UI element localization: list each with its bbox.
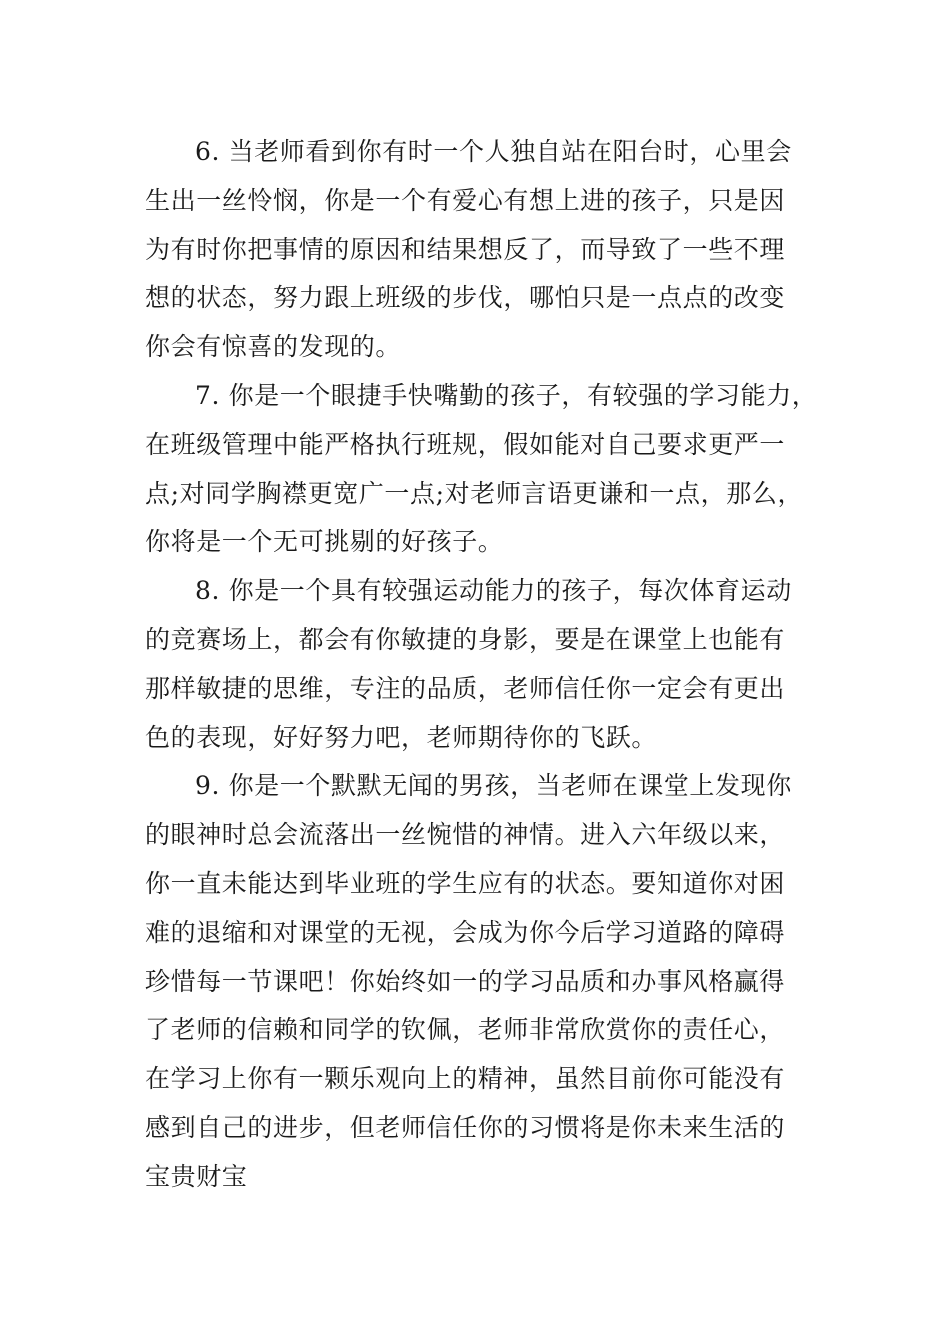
text-line: 为有时你把事情的原因和结果想反了，而导致了一些不理 <box>145 234 786 264</box>
text-line: 在学习上你有一颗乐观向上的精神，虽然目前你可能没有 <box>145 1064 786 1094</box>
text-line: 想的状态，努力跟上班级的步伐，哪怕只是一点点的改变 <box>145 283 786 313</box>
text-line: 的眼神时总会流落出一丝惋惜的神情。进入六年级以来， <box>145 820 786 850</box>
text-line: 珍惜每一节课吧！你始终如一的学习品质和办事风格赢得 <box>145 966 786 996</box>
text-line: 9. 你是一个默默无闻的男孩，当老师在课堂上发现你 <box>195 771 792 801</box>
paragraph-7 <box>145 372 830 567</box>
text-line: 你会有惊喜的发现的。 <box>145 332 402 362</box>
text-line: 的竞赛场上，都会有你敏捷的身影，要是在课堂上也能有 <box>145 624 786 654</box>
document-body <box>145 128 830 1202</box>
text-line: 你将是一个无可挑剔的好孩子。 <box>145 527 504 557</box>
text-line: 生出一丝怜悯，你是一个有爱心有想上进的孩子，只是因 <box>145 185 786 215</box>
text-line: 了老师的信赖和同学的钦佩，老师非常欣赏你的责任心， <box>145 1015 786 1045</box>
text-line: 感到自己的进步，但老师信任你的习惯将是你未来生活的 <box>145 1112 786 1142</box>
text-line: 在班级管理中能严格执行班规，假如能对自己要求更严一 <box>145 429 786 459</box>
text-line: 8. 你是一个具有较强运动能力的孩子，每次体育运动 <box>195 576 792 606</box>
text-line: 那样敏捷的思维，专注的品质，老师信任你一定会有更出 <box>145 673 786 703</box>
text-line: 色的表现，好好努力吧，老师期待你的飞跃。 <box>145 722 658 752</box>
paragraph-6 <box>145 128 830 372</box>
paragraph-9 <box>145 762 830 1201</box>
text-line: 宝贵财宝 <box>145 1161 248 1191</box>
text-line: 6. 当老师看到你有时一个人独自站在阳台时，心里会 <box>195 137 792 166</box>
text-line: 难的退缩和对课堂的无视，会成为你今后学习道路的障碍 <box>145 917 786 947</box>
paragraph-8 <box>145 567 830 762</box>
text-line: 7. 你是一个眼捷手快嘴勤的孩子，有较强的学习能力， <box>195 380 818 410</box>
text-line: 你一直未能达到毕业班的学生应有的状态。要知道你对困 <box>145 868 786 898</box>
text-line: 点;对同学胸襟更宽广一点;对老师言语更谦和一点，那么， <box>145 478 804 508</box>
